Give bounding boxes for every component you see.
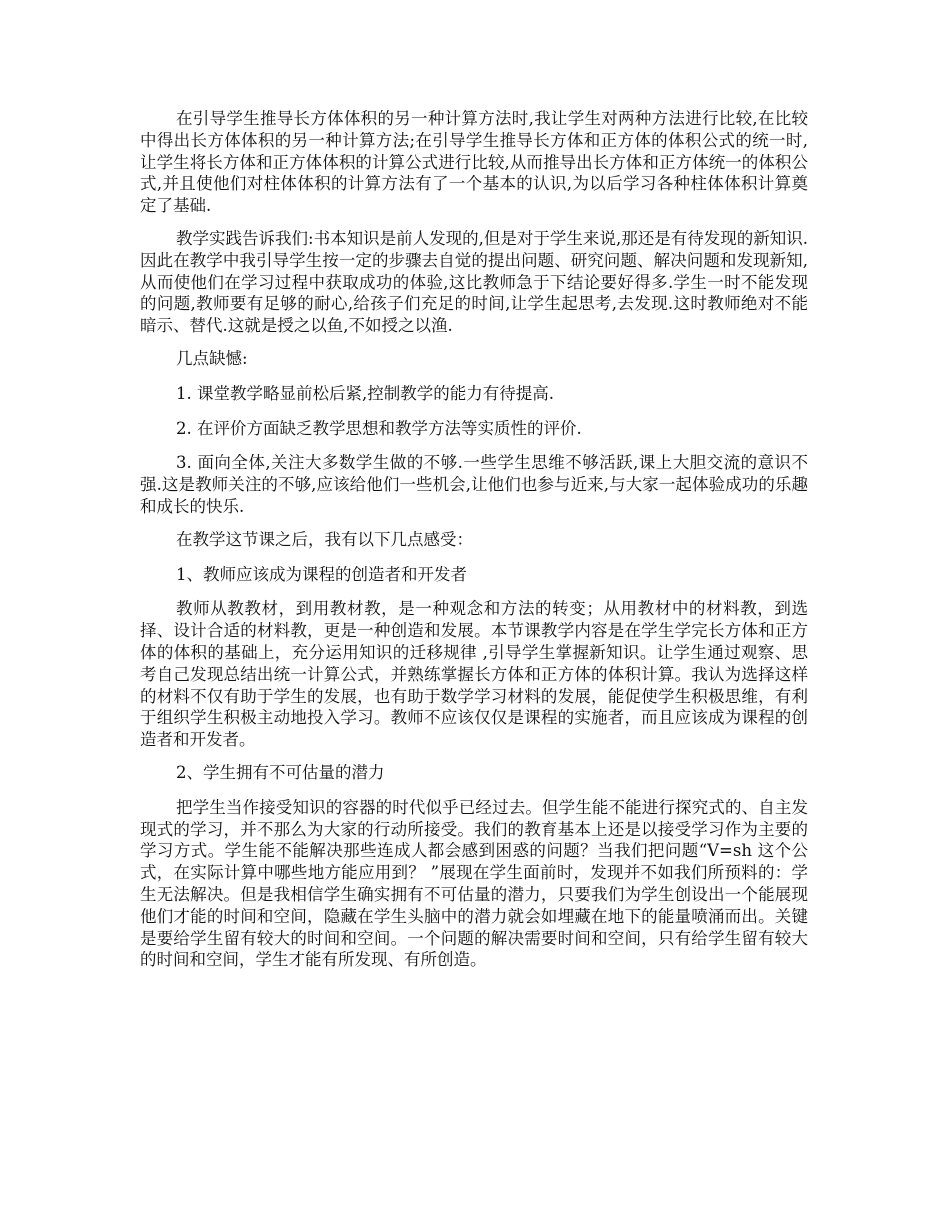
paragraph-shortcoming-3: 3. 面向全体,关注大多数学生做的不够.一些学生思维不够活跃,课上大胆交流的意识不强.这是教师关注的不够,应该给他们一些机会,让他们也参与近来,与大家一起体验成功的乐趣和成长的快乐. bbox=[140, 453, 808, 516]
paragraph-reflections-intro: 在教学这节课之后，我有以下几点感受： bbox=[176, 529, 473, 549]
paragraph-comparison-method: 在引导学生推导长方体体积的另一种计算方法时,我让学生对两种方法进行比较,在比较中得出长方体体积的另一种计算方法;在引导学生推导长方体和正方体的体积公式的统一时,让学生将长方体和正方体体积的计算公式进行比较,从而推导出长方体和正方体统一的体积公式,并且使他们对柱体体积的计算方法有了一个基本的认识,为以后学习各种柱体体积计算奠定了基础. bbox=[140, 109, 808, 216]
paragraph-shortcoming-2: 2. 在评价方面缺乏教学思想和教学方法等实质性的评价. bbox=[176, 418, 582, 438]
paragraph-teacher-creator: 教师从教教材，到用教材教，是一种观念和方法的转变；从用教材中的材料教，到选择、设计合适的材料教，更是一种创造和发展。本节课教学内容是在学生学完长方体和正方体的体积的基础上，充分运用知识的迁移规律 ,引导学生掌握新知识。让学生通过观察、思考自己发现总结出统一计算公式，并熟练掌握长方体和正方体的体积计算。我认为选择这样的材料不仅有助于学生的发展，也有助于数学学习材料的发展，能促使学生积极思维，有利于组织学生积极主动地投入学习。教师不应该仅仅是课程的实施者，而且应该成为课程的创造者和开发者。 bbox=[140, 599, 808, 750]
paragraph-teaching-practice: 教学实践告诉我们:书本知识是前人发现的,但是对于学生来说,那还是有待发现的新知识.因此在教学中我引导学生按一定的步骤去自觉的提出问题、研究问题、解决问题和发现新知,从而使他们在学习过程中获取成功的体验,这比教师急于下结论要好得多.学生一时不能发现的问题,教师要有足够的耐心,给孩子们充足的时间,让学生起思考,去发现.这时教师绝对不能暗示、替代.这就是授之以鱼,不如授之以渔. bbox=[140, 228, 808, 336]
section-heading-2: 2、学生拥有不可估量的潜力 bbox=[176, 762, 385, 782]
paragraph-student-potential: 把学生当作接受知识的容器的时代似乎已经过去。但学生能不能进行探究式的、自主发现式的学习，并不那么为大家的行动所接受。我们的教育基本上还是以接受学习作为主要的学习方式。学生能不能解决那些连成人都会感到困惑的问题？当我们把问题“V=sh 这个公式，在实际计算中哪些地方能应用到？ ”展现在学生面前时，发现并不如我们所预料的：学生无法解决。但是我相信学生确实拥有不可估量的潜力，只要我们为学生创设出一个能展现他们才能的时间和空间，隐藏在学生头脑中的潜力就会如埋藏在地下的能量喷涌而出。关键是要给学生留有较大的时间和空间。一个问题的解决需要时间和空间，只有给学生留有较大的时间和空间，学生才能有所发现、有所创造。 bbox=[140, 797, 808, 970]
paragraph-shortcomings-heading: 几点缺憾: bbox=[176, 348, 248, 368]
section-heading-1: 1、教师应该成为课程的创造者和开发者 bbox=[176, 564, 467, 584]
paragraph-shortcoming-1: 1. 课堂教学略显前松后紧,控制教学的能力有待提高. bbox=[176, 383, 554, 403]
document-body bbox=[140, 108, 808, 982]
